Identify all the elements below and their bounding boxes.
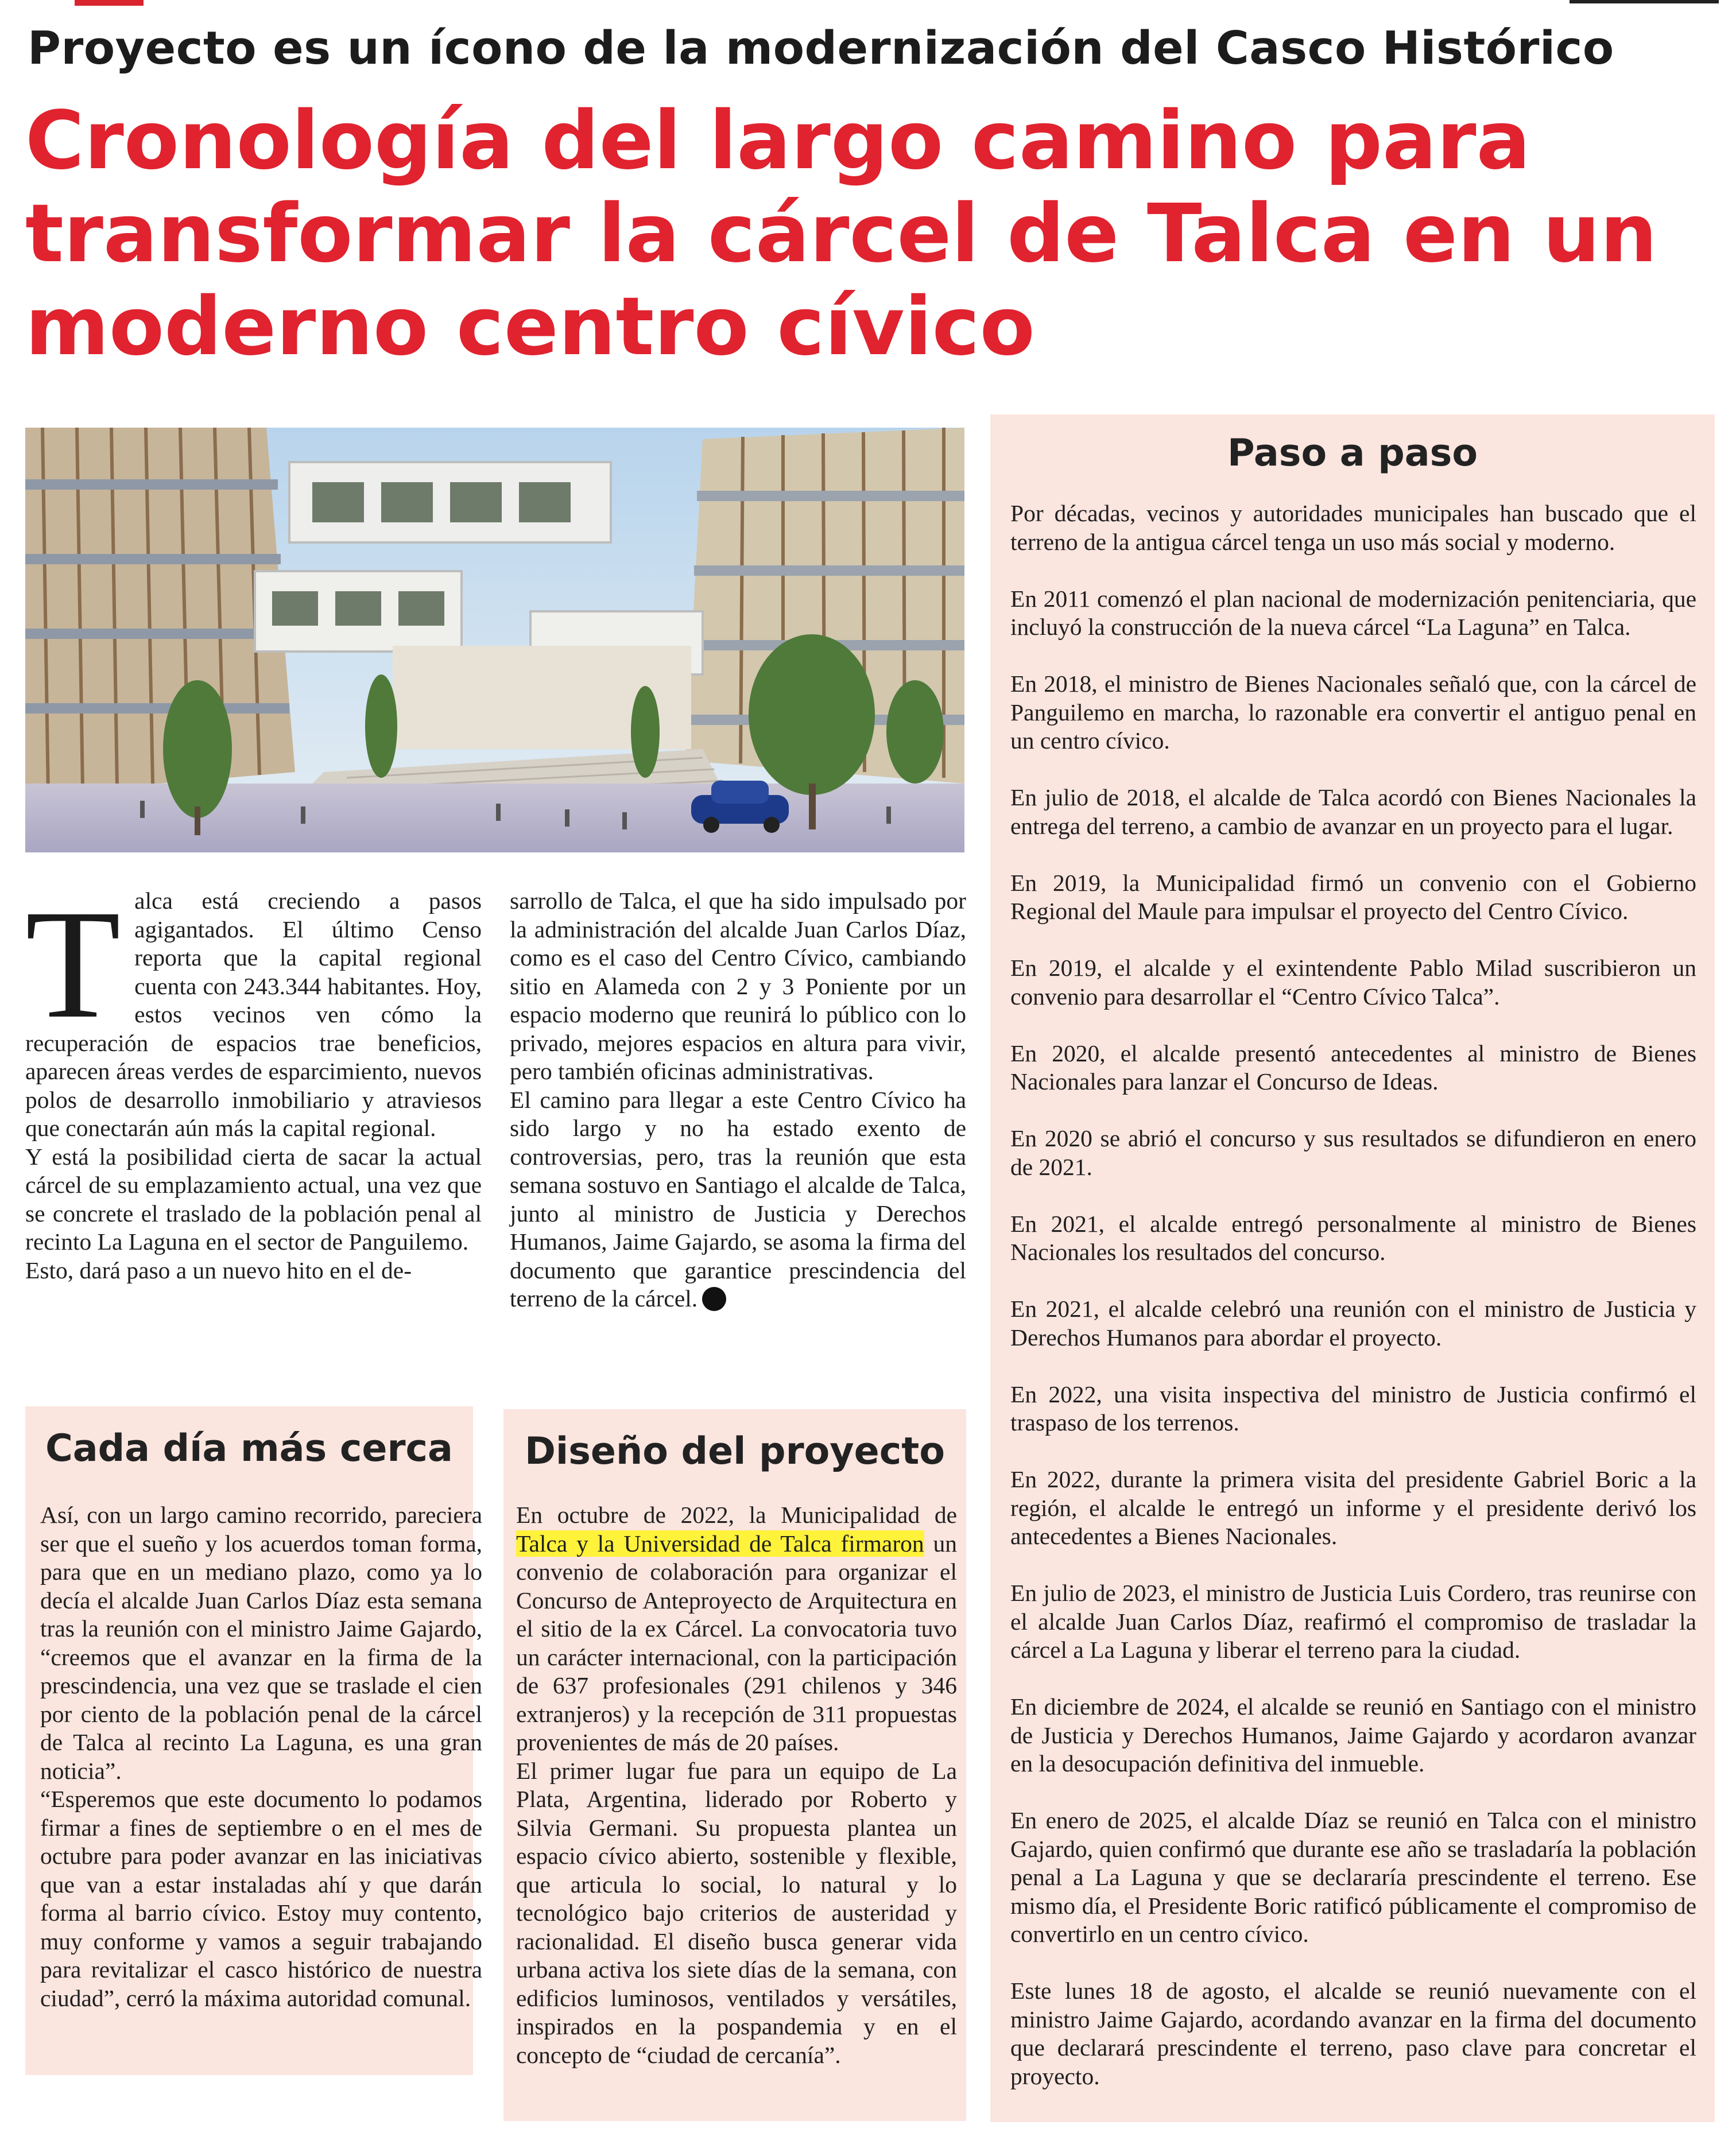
box-title: Diseño del proyecto bbox=[524, 1430, 946, 1473]
timeline-entry: En 2019, el alcalde y el exintendente Pablo Milad suscribieron un convenio para desarrollar el “Centro Cívico Talca”. bbox=[1010, 955, 1696, 1010]
headline-line-3: moderno centro cívico bbox=[25, 280, 1035, 374]
intro-paragraph: sarrollo de Talca, el que ha sido impulsado por la administración del alcalde Juan Carlos Díaz, como es el caso del Centro Cívico, cambiando sitio en Alameda con 2 y 3 Poniente por un espacio moderno que reunirá lo público con lo privado, mejores espacios en altura para vivir, pero también oficinas administrativas. bbox=[510, 887, 966, 1084]
intro-column-2 bbox=[510, 887, 966, 1313]
timeline-entry: En 2021, el alcalde celebró una reunión con el ministro de Justicia y Derechos Humanos para abordar el proyecto. bbox=[1010, 1296, 1696, 1351]
intro-paragraph: Esto, dará paso a un nuevo hito en el de- bbox=[25, 1257, 412, 1283]
headline bbox=[25, 95, 1690, 374]
intro-column-1 bbox=[25, 878, 482, 1285]
headline-line-1: Cronología del largo camino para bbox=[25, 94, 1531, 188]
box-title: Paso a paso bbox=[1227, 432, 1478, 475]
project-render-image bbox=[25, 428, 964, 852]
section-tab bbox=[75, 0, 144, 6]
intro-paragraph: Y está la posibilidad cierta de sacar la actual cárcel de su emplazamiento actual, una vez que se concrete el traslado de la población penal al recinto La Laguna en el sector de Panguilemo. bbox=[25, 1143, 482, 1255]
timeline-entry: En 2020 se abrió el concurso y sus resultados se difundieron en enero de 2021. bbox=[1010, 1125, 1696, 1180]
timeline-entry: Este lunes 18 de agosto, el alcalde se reunió nuevamente con el ministro Jaime Gajardo, acordando avanzar en la firma del documento que declarará prescindente el terreno, paso clave para concretar el proyecto. bbox=[1010, 1977, 1696, 2089]
paragraph-text: un convenio de colaboración para organizar el Concurso de Anteproyecto de Arquitectura en el sitio de la ex Cárcel. La convocatoria tuvo un carácter internacional, con la participación de 637 profesionales (291 chilenos y 346 extranjeros) y la recepción de 311 propuestas provenientes de más de 20 países. bbox=[516, 1530, 957, 1755]
paragraph-text: En octubre de 2022, la Municipalidad de bbox=[516, 1502, 957, 1528]
box-paragraph: “Esperemos que este documento lo podamos firmar a fines de septiembre o en el mes de octubre para poder avanzar en las iniciativas que van a estar instaladas ahí y que darán forma al barrio cívico. Estoy muy contento, muy conforme y vamos a seguir trabajando para revitalizar el casco histórico de nuestra ciudad”, cerró la máxima autoridad comunal. bbox=[40, 1786, 482, 2011]
timeline-list bbox=[1010, 499, 1696, 2119]
highlighted-text: Talca y la Universidad de Talca firmaron bbox=[516, 1530, 924, 1557]
timeline-entry: En julio de 2023, el ministro de Justicia Luis Cordero, tras reunirse con el alcalde Juan Carlos Díaz, reafirmó el compromiso de trasladar la cárcel a La Laguna y liberar el terreno para la ciudad. bbox=[1010, 1580, 1696, 1663]
timeline-entry: En 2020, el alcalde presentó antecedentes al ministro de Bienes Nacionales para lanzar el Concurso de Ideas. bbox=[1010, 1040, 1696, 1095]
intro-paragraph-text: El camino para llegar a este Centro Cívico ha sido largo y no ha estado exento de controversias, pero, tras la reunión que esta semana sostuvo en Santiago el alcalde de Talca, junto al ministro de Justicia y Derechos Humanos, Jaime Gajardo, se asoma la firma del documento que garantice prescindencia del terreno de la cárcel. bbox=[510, 1086, 966, 1312]
intro-paragraph: alca está creciendo a pasos agigantados. El último Censo reporta que la capital regional cuenta con 243.344 habitantes. Hoy, estos vecinos ven cómo la recuperación de espacios trae beneficios, aparecen áreas verdes de esparcimiento, nuevos polos de desarrollo inmobiliario y atraviesos que conectarán aún más la capital regional. bbox=[25, 887, 482, 1141]
kicker: Proyecto es un ícono de la modernización del Casco Histórico bbox=[28, 22, 1614, 75]
timeline-entry: En diciembre de 2024, el alcalde se reunió en Santiago con el ministro de Justicia y Derechos Humanos, Jaime Gajardo y acordaron avanzar en la desocupación definitiva del inmueble. bbox=[1010, 1693, 1696, 1777]
dropcap: T bbox=[25, 878, 121, 1050]
box-paragraph: El primer lugar fue para un equipo de La Plata, Argentina, liderado por Roberto y Silvia Germani. Su propuesta plantea un espacio cívico abierto, sostenible y flexible, que articula lo social, lo natural y lo tecnológico bajo criterios de austeridad y racionalidad. El diseño busca generar vida urbana activa los siete días de la semana, con edificios luminosos, ventilados y versátiles, inspirados en la pospandemia y en el concepto de “ciudad de cercanía”. bbox=[516, 1757, 957, 2068]
box-paso-a-paso bbox=[990, 414, 1715, 2122]
timeline-entry: En enero de 2025, el alcalde Díaz se reunió en Talca con el ministro Gajardo, quien confirmó que durante ese año se trasladaría la población penal a La Laguna y que se declararía prescindente el terreno. Ese mismo día, el Presidente Boric ratificó públicamente el compromiso de convertirlo en un centro cívico. bbox=[1010, 1807, 1696, 1947]
headline-line-2: transformar la cárcel de Talca en un bbox=[25, 187, 1657, 281]
timeline-entry: En julio de 2018, el alcalde de Talca acordó con Bienes Nacionales la entrega del terreno, a cambio de avanzar en un proyecto para el lugar. bbox=[1010, 784, 1696, 839]
timeline-entry: En 2022, una visita inspectiva del ministro de Justicia confirmó el traspaso de los terrenos. bbox=[1010, 1381, 1696, 1436]
timeline-entry: En 2019, la Municipalidad firmó un convenio con el Gobierno Regional del Maule para impulsar el proyecto del Centro Cívico. bbox=[1010, 869, 1696, 924]
box-paragraph: Así, con un largo camino recorrido, pareciera ser que el sueño y los acuerdos toman forma, para que en un mediano plazo, como ya lo decía el alcalde Juan Carlos Díaz esta semana tras la reunión con el ministro Jaime Gajardo, “creemos que el avanzar en la firma de la prescindencia, una vez que se traslade el cien por ciento de la población penal de la cárcel de Talca al recinto La Laguna, es una gran noticia”. bbox=[40, 1502, 482, 1784]
box-body bbox=[516, 1501, 957, 2069]
timeline-entry: En 2011 comenzó el plan nacional de modernización penitenciaria, que incluyó la construcción de la nueva cárcel “La Laguna” en Talca. bbox=[1010, 585, 1696, 640]
timeline-entry: Por décadas, vecinos y autoridades municipales han buscado que el terreno de la antigua cárcel tenga un uso más social y moderno. bbox=[1010, 500, 1696, 555]
end-of-article-mark bbox=[702, 1287, 726, 1311]
box-body bbox=[40, 1501, 482, 2012]
box-cada-dia-mas-cerca bbox=[25, 1406, 482, 2075]
timeline-entry: En 2018, el ministro de Bienes Nacionales señaló que, con la cárcel de Panguilemo en marcha, lo razonable era convertir el antiguo penal en un centro cívico. bbox=[1010, 670, 1696, 754]
timeline-entry: En 2021, el alcalde entregó personalmente al ministro de Bienes Nacionales los resultados del concurso. bbox=[1010, 1210, 1696, 1265]
box-diseno-del-proyecto bbox=[503, 1409, 966, 2121]
timeline-entry: En 2022, durante la primera visita del presidente Gabriel Boric a la región, el alcalde le entregó un informe y el presidente derivó los antecedentes a Bienes Nacionales. bbox=[1010, 1466, 1696, 1549]
intro-paragraph bbox=[510, 1086, 966, 1313]
top-rule bbox=[1570, 0, 1719, 3]
box-paragraph bbox=[516, 1501, 957, 1757]
box-title: Cada día más cerca bbox=[45, 1427, 453, 1470]
